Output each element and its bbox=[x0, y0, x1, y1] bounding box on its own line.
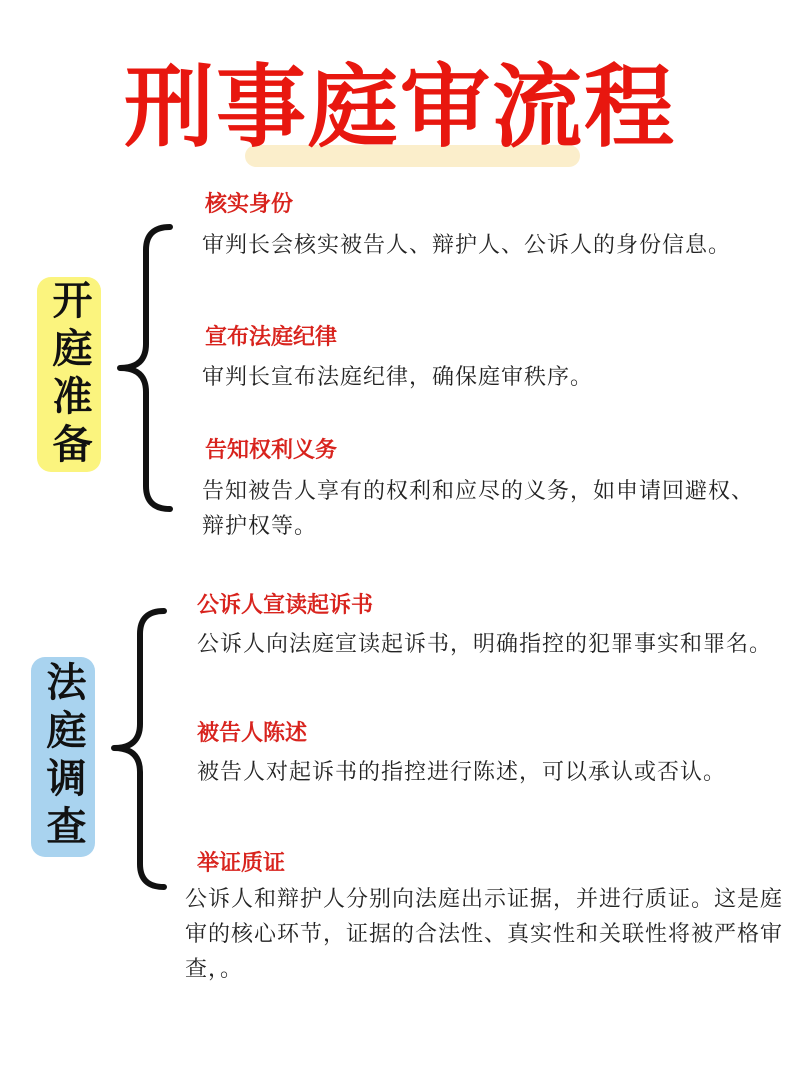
item-description: 审判长宣布法庭纪律，确保庭审秩序。 bbox=[202, 365, 594, 390]
section-label: 法庭调查 bbox=[40, 661, 86, 853]
item-description: 公诉人向法庭宣读起诉书，明确指控的犯罪事实和罪名。 bbox=[197, 632, 773, 657]
left-brace-icon bbox=[102, 606, 172, 892]
item-title: 宣布法庭纪律 bbox=[205, 325, 338, 350]
item-title: 被告人陈述 bbox=[197, 721, 308, 746]
item-title: 告知权利义务 bbox=[205, 438, 338, 463]
item-description: 被告人对起诉书的指控进行陈述，可以承认或否认。 bbox=[197, 760, 727, 785]
left-brace-icon bbox=[108, 222, 178, 514]
item-description: 公诉人和辩护人分别向法庭出示证据，并进行质证。这是庭审的核心环节，证据的合法性、真实性和关联性将被严格审查，。 bbox=[185, 887, 784, 982]
item-description: 告知被告人享有的权利和应尽的义务，如申请回避权、辩护权等。 bbox=[202, 479, 755, 539]
section-label: 开庭准备 bbox=[46, 278, 92, 471]
section-label-badge bbox=[31, 657, 95, 857]
item-description: 审判长会核实被告人、辩护人、公诉人的身份信息。 bbox=[202, 233, 732, 258]
item-title: 核实身份 bbox=[205, 192, 294, 217]
item-title: 举证质证 bbox=[197, 851, 286, 876]
page-title: 刑事庭审流程 bbox=[124, 55, 676, 160]
title-area bbox=[0, 40, 800, 170]
section-label-badge bbox=[37, 277, 101, 472]
item-title: 公诉人宣读起诉书 bbox=[197, 593, 374, 618]
